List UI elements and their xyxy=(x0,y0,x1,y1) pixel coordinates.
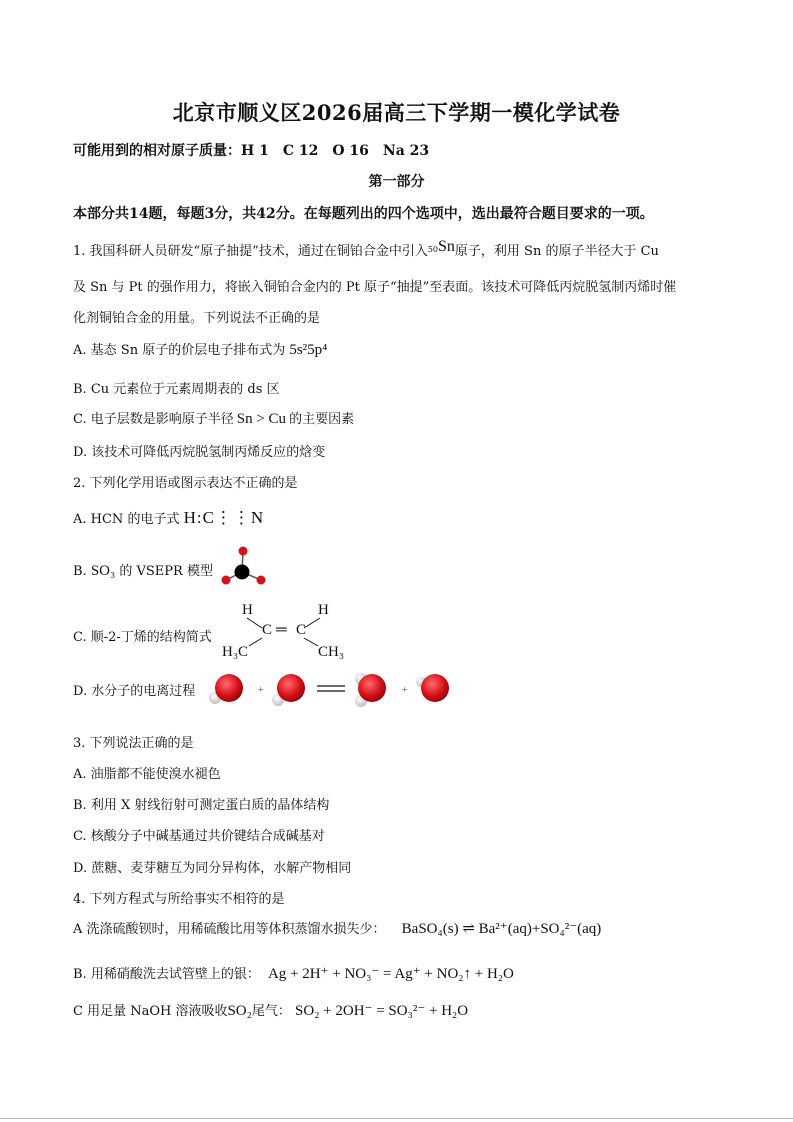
q4-option-c-so2: SO₂ xyxy=(227,1003,252,1019)
instructions: 本部分共14题，每题3分，共42分。在每题列出的四个选项中，选出最符合题目要求的一项。 xyxy=(73,206,654,222)
q1-line2: 及 Sn 与 Pt 的强作用力，将嵌入铜铂合金内的 Pt 原子“抽提”至表面。该技术可降低丙烷脱氢制丙烯时催 xyxy=(73,280,677,295)
sn-mass: 50 xyxy=(427,245,439,254)
hydronium-ion xyxy=(355,673,386,707)
hcn-electron-formula: H:C⋮⋮N xyxy=(183,508,265,527)
so3-vsepr-model xyxy=(218,544,270,588)
q1-option-b: B. Cu 元素位于元素周期表的 ds 区 xyxy=(73,382,280,397)
q4-option-a-text: A 洗涤硫酸钡时，用稀硫酸比用等体积蒸馏水损失少： xyxy=(73,922,386,937)
q2-option-a-text: A. HCN 的电子式 xyxy=(73,512,180,527)
q2-option-a xyxy=(73,508,264,528)
equilibrium-arrow xyxy=(317,686,345,691)
q2-option-b-text: 的 VSEPR 模型 xyxy=(119,564,213,579)
q1-line1 xyxy=(73,238,659,259)
q2-option-b xyxy=(73,560,213,580)
q2-option-d: D. 水分子的电离过程 xyxy=(73,684,196,699)
q4-option-a xyxy=(73,918,601,938)
struct-double-bond: ═ xyxy=(276,622,287,638)
q1-line1-b: 原子，利用 Sn 的原子半径大于 Cu xyxy=(454,244,659,259)
q2-option-c: C. 顺-2-丁烯的结构简式 xyxy=(73,630,212,645)
q1-option-c-text2: 的主要因素 xyxy=(289,412,355,427)
struct-h-right: H xyxy=(318,602,329,618)
q3-stem: 3. 下列说法正确的是 xyxy=(73,736,194,751)
q3-option-b: B. 利用 X 射线衍射可测定蛋白质的晶体结构 xyxy=(73,798,330,813)
q4-option-c-equation: SO₂ + 2OH⁻ = SO₃²⁻ + H₂O xyxy=(295,1003,469,1019)
q4-option-c-text2: 尾气： xyxy=(251,1004,291,1019)
q2-option-b-label: B. xyxy=(73,564,87,579)
q4-option-a-equation: BaSO₄(s) ⇌ Ba²⁺(aq)+SO₄²⁻(aq) xyxy=(401,921,602,937)
atomic-masses: 可能用到的相对原子质量：H 1 C 12 O 16 Na 23 xyxy=(73,143,430,159)
q1-line1-a: 1. 我国科研人员研发“原子抽提”技术，通过在铜铂合金中引入 xyxy=(73,244,428,259)
q1-option-c xyxy=(73,408,354,428)
q4-option-c xyxy=(73,1000,468,1020)
q4-option-b xyxy=(73,963,514,983)
q3-option-d: D. 蔗糖、麦芽糖互为同分异构体，水解产物相同 xyxy=(73,861,352,876)
q1-option-a xyxy=(73,339,327,359)
q4-stem: 4. 下列方程式与所给事实不相符的是 xyxy=(73,892,285,907)
q1-option-c-formula: Sn > Cu xyxy=(236,411,287,427)
q4-option-b-equation: Ag + 2H⁺ + NO₃⁻ = Ag⁺ + NO₂↑ + H₂O xyxy=(267,966,514,982)
water-molecule-2 xyxy=(272,674,305,706)
q3-option-c: C. 核酸分子中碱基通过共价键结合成碱基对 xyxy=(73,829,325,844)
svg-text:+: + xyxy=(258,685,264,696)
struct-h-left: H xyxy=(242,602,253,618)
q1-option-d: D. 该技术可降低丙烷脱氢制丙烯反应的焓变 xyxy=(73,445,326,460)
water-molecule-1 xyxy=(209,674,243,704)
struct-c-right: C xyxy=(296,622,307,638)
page-bottom-divider xyxy=(0,1118,793,1119)
struct-ch3-left: H₃C xyxy=(222,644,249,660)
q1-line3: 化剂铜铂合金的用量。下列说法不正确的是 xyxy=(73,311,321,326)
q4-option-b-text: B. 用稀硝酸洗去试管壁上的银： xyxy=(73,967,260,982)
q1-option-c-text: C. 电子层数是影响原子半径 xyxy=(73,412,234,427)
water-ionization-diagram xyxy=(205,668,455,708)
q2-stem: 2. 下列化学用语或图示表达不正确的是 xyxy=(73,476,298,491)
q3-option-a: A. 油脂都不能使溴水褪色 xyxy=(73,767,221,782)
q1-option-a-formula: 5s²5p⁴ xyxy=(289,342,328,358)
hydroxide-ion xyxy=(416,674,449,702)
sn-symbol: Sn xyxy=(438,238,455,255)
q4-option-c-text: C 用足量 NaOH 溶液吸收 xyxy=(73,1004,228,1019)
so3-formula: SO₃ xyxy=(90,563,116,579)
q1-option-a-text: A. 基态 Sn 原子的价层电子排布式为 xyxy=(73,343,286,358)
struct-c-left: C xyxy=(262,622,273,638)
part-title: 第一部分 xyxy=(368,174,425,190)
svg-text:+: + xyxy=(402,685,408,696)
page-title: 北京市顺义区2026届高三下学期一模化学试卷 xyxy=(172,100,621,125)
struct-ch3-right: CH₃ xyxy=(318,644,345,660)
